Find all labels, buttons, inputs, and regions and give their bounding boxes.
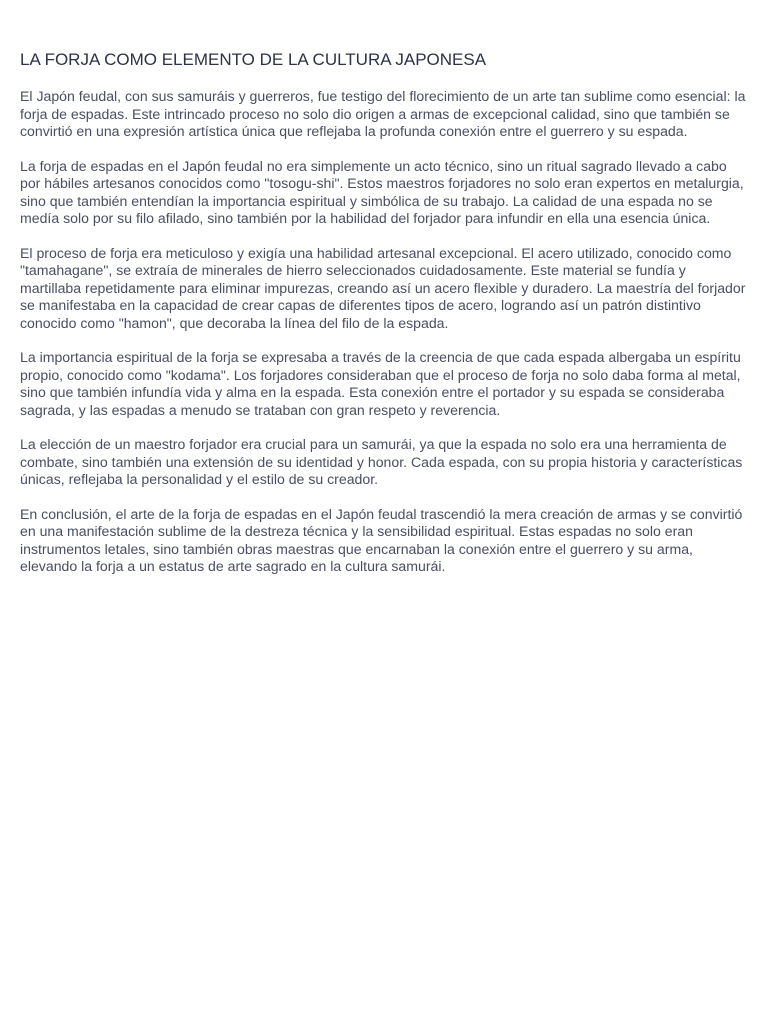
- paragraph-ritual: La forja de espadas en el Japón feudal no era simplemente un acto técnico, sino un ritual sagrado llevado a cabo por hábiles artesanos conocidos como "tosogu-shi". Estos maestros forjadores no solo eran expertos en metalurgia, sino que también entendían la importancia espiritual y simbólica de su trabajo. La calidad de una espada no se medía solo por su filo afilado, sino también por la habilidad del forjador para infundir en ella una esencia única.: [20, 157, 744, 226]
- paragraph-conclusion: En conclusión, el arte de la forja de espadas en el Japón feudal trascendió la mera creación de armas y se convirtió en una manifestación sublime de la destreza técnica y la sensibilidad espiritual. Estas espadas no solo eran instrumentos letales, sino también obras maestras que encarnaban la conexión entre el guerrero y su arma, elevando la forja a un estatus de arte sagrado en la cultura samurái.: [20, 505, 743, 574]
- paragraph-intro: El Japón feudal, con sus samuráis y guerreros, fue testigo del florecimiento de un arte tan sublime como esencial: la forja de espadas. Este intrincado proceso no solo dio origen a armas de excepcional calidad, sino que también se convirtió en una expresión artística única que reflejaba la profunda conexión entre el guerrero y su espada.: [20, 88, 746, 139]
- paragraph-master: La elección de un maestro forjador era crucial para un samurái, ya que la espada no solo era una herramienta de combate, sino también una extensión de su identidad y honor. Cada espada, con su propia historia y características únicas, reflejaba la personalidad y el estilo de su creador.: [20, 436, 743, 487]
- document-page: [20, 50, 746, 593]
- document-title: LA FORJA COMO ELEMENTO DE LA CULTURA JAPONESA: [20, 50, 487, 69]
- paragraph-process: El proceso de forja era meticuloso y exigía una habilidad artesanal excepcional. El acero utilizado, conocido como "tamahagane", se extraía de minerales de hierro seleccionados cuidadosamente. Este material se fundía y martillaba repetidamente para eliminar impurezas, creando así un acero flexible y duradero. La maestría del forjador se manifestaba en la capacidad de crear capas de diferentes tipos de acero, logrando así un patrón distintivo conocido como "hamon", que decoraba la línea del filo de la espada.: [20, 244, 746, 331]
- paragraph-spirit: La importancia espiritual de la forja se expresaba a través de la creencia de que cada espada albergaba un espíritu propio, conocido como "kodama". Los forjadores consideraban que el proceso de forja no solo daba forma al metal, sino que también infundía vida y alma en la espada. Esta conexión entre el portador y su espada se consideraba sagrada, y las espadas a menudo se trataban con gran respeto y reverencia.: [20, 349, 741, 418]
